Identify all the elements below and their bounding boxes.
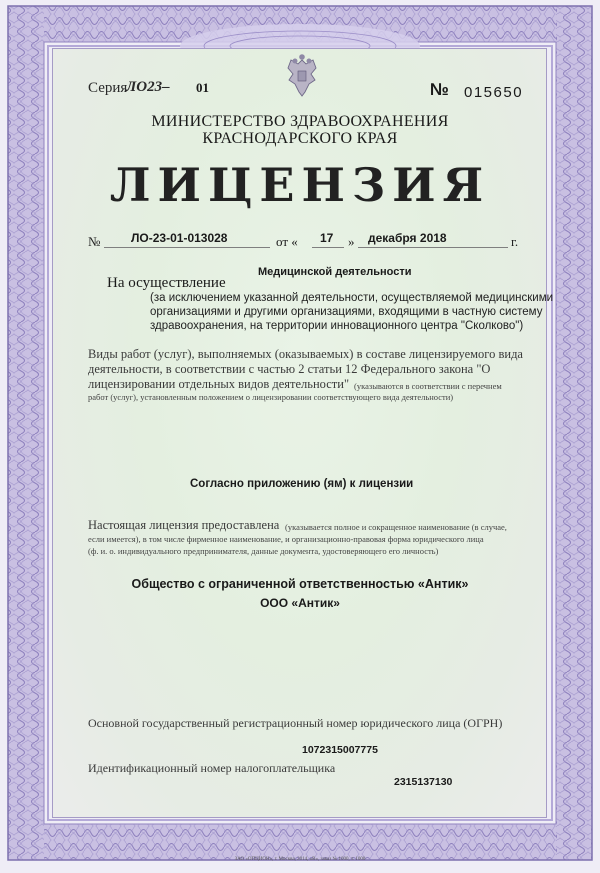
- reg-day-underline: [312, 247, 344, 248]
- activity-desc-line3: здравоохранения, на территории инновационного центра "Сколково"): [150, 320, 524, 332]
- ministry-name-line1: МИНИСТЕРСТВО ЗДРАВООХРАНЕНИЯ: [151, 113, 449, 130]
- reg-quote-close: »: [348, 234, 355, 249]
- reg-month-year-value: декабря 2018: [368, 231, 447, 245]
- activity-desc-line1: (за исключением указанной деятельности, осуществляемой медицинскими: [150, 292, 554, 304]
- activity-label: На осуществление: [107, 275, 226, 291]
- inn-label: Идентификационный номер налогоплательщика: [88, 761, 336, 775]
- print-info: ЗАО «ОПЦИОН», г. Москва, 2014, «В», заказ № 1000, т. 1000: [234, 857, 366, 862]
- provided-note-line1: (указывается полное и сокращенное наименование (в случае,: [285, 522, 507, 532]
- works-line3: лицензировании отдельных видов деятельности": [88, 377, 350, 391]
- reg-from-label: от «: [276, 234, 298, 249]
- series-number: 01: [196, 80, 209, 95]
- ogrn-value: 1072315007775: [302, 744, 378, 756]
- inn-value: 2315137130: [394, 776, 453, 788]
- ogrn-label: Основной государственный регистрационный номер юридического лица (ОГРН): [88, 716, 503, 730]
- series-code: ЛО23–: [126, 79, 170, 95]
- provided-note-line2: если имеется), в том числе фирменное наименование, и организационно-правовая форма юридического лица: [88, 534, 484, 544]
- coat-of-arms-icon: [281, 54, 323, 100]
- series-label: Серия: [88, 80, 128, 96]
- license-serial-number: 015650: [464, 84, 524, 101]
- works-line2: деятельности, в соответствии с частью 2 статьи 12 Федерального закона "О: [88, 362, 491, 376]
- reg-day-value: 17: [320, 231, 334, 245]
- works-line4-note: работ (услуг), установленным положением о лицензировании соответствующего вида деятельности): [88, 392, 454, 402]
- reg-date-underline: [358, 247, 508, 248]
- reg-year-suffix: г.: [511, 234, 519, 249]
- reg-number-underline: [104, 247, 270, 248]
- activity-name: Медицинской деятельности: [258, 266, 412, 278]
- provided-label: Настоящая лицензия предоставлена: [88, 518, 280, 532]
- company-full-name: Общество с ограниченной ответственностью «Антик»: [131, 577, 469, 591]
- works-line3-note: (указываются в соответствии с перечнем: [354, 381, 502, 391]
- reg-number-symbol: №: [88, 234, 101, 249]
- works-line1: Виды работ (услуг), выполняемых (оказываемых) в составе лицензируемого вида: [88, 347, 523, 361]
- document-title: ЛИЦЕНЗИЯ: [109, 158, 491, 212]
- activity-desc-line2: организациями и другими организациями, входящими в частную систему: [150, 306, 543, 318]
- company-short-name: ООО «Антик»: [260, 596, 340, 610]
- reg-number-value: ЛО-23-01-013028: [131, 231, 228, 245]
- ministry-name-line2: КРАСНОДАРСКОГО КРАЯ: [202, 130, 398, 147]
- license-number-symbol: №: [430, 80, 449, 99]
- provided-note-line3: (ф. и. о. индивидуального предпринимателя, данные документа, удостоверяющего его личность): [88, 546, 439, 556]
- appendix-reference: Согласно приложению (ям) к лицензии: [190, 478, 414, 490]
